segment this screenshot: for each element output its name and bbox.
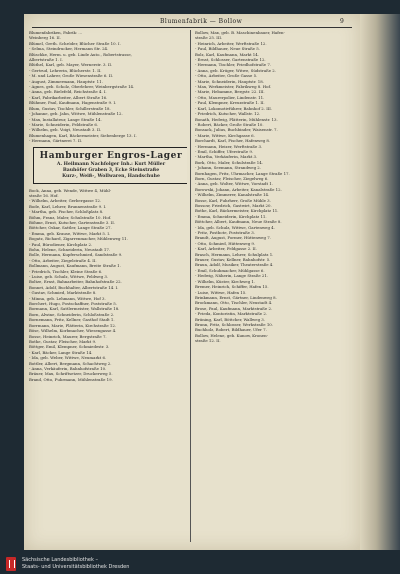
directory-entry: - Wilhelm, Küster, Kirchweg 1. [195,278,256,284]
directory-entry: Bottler, Albert, Bergmann, Schachtweg 2. [29,360,112,366]
directory-entry: Borchert, Hugo, Postschaffner, Poststraße 5. [29,301,117,307]
directory-entry: Blüthel, Karl, geb. Mayer, Wernerstr. 3. II. [29,62,113,68]
directory-entry: - Anna, geb. Wolter, Wittwe, Vorstadt 1. [195,181,273,187]
directory-entry: - Anna, Verkäuferin, Bahnhofstraße 10. [29,365,107,371]
directory-entry: - Wilhelm, Arbeiter, Gerbergasse 12. [29,198,102,204]
directory-entry: Brand, Otto, Fuhrmann, Mühlenstraße 19. [29,376,113,382]
directory-entry: Bothe, Gustav, Fleischer, Markt 9. [29,338,97,344]
directory-entry: Bonnet, Adolf, Buchhalter, Albertstraße 14. I. [29,284,119,290]
directory-entry: - Johann, Seemann, Strandweg 2. [195,165,262,171]
directory-entry: straße 16. Hof. [29,192,59,198]
directory-entry: - Wilhelm, geb. Voigt, Neustadt 3. II. [29,127,102,133]
directory-entry: - Hermann, Heizer, Werftstraße 3. [195,143,263,149]
directory-entry: - Emma, Schneiderin, Kirchplatz 11. [195,213,267,219]
directory-entry: - Gustav, Schmied, Marktstraße 8. [29,290,97,296]
directory-entry: - Emil, Schuhmacher, Mühlgasse 6. [195,267,265,273]
directory-entry: straße 12. II. [195,338,221,344]
directory-entry: - Selma, Steindrucker, Hermann Str. 24. [29,46,109,52]
column-divider [190,30,191,542]
directory-entry: Bollow, Max, geb. B. Maschinenbauer, Hafen- [195,30,285,35]
directory-entry: - Otto, Arbeiter, Große Gasse 5. [195,73,258,79]
directory-entry: - Paul, Klempner, Kreuzstraße 1. II. [195,100,265,106]
directory-entry: - Robert, Bäcker, Große Straße 10. [195,121,264,127]
directory-entry: - Luise, geb. Schulz, Wittwe, Feldweg 3. [29,274,109,280]
directory-entry: Blumenhagen, Karl, Bäckermeister, Siebenberge 13. I. [29,132,137,138]
directory-entry: - Karl, Lokomotivführer, Bahnhof 2. III. [195,105,273,111]
directory-entry: Böttcher, Albert, Kaufmann, Neue Straße 8. [195,219,282,225]
directory-entry: Böhme, Ernst, Kutscher, Gartenstraße 3. II. [29,219,115,225]
directory-entry: - Anna, geb. Krüger, Witwe, Südstraße 2. [195,67,276,73]
directory-entry: Brinkmann, Ernst, Gärtner, Lindenweg 8. [195,294,277,300]
directory-entry: Weinberg 16. II. [29,35,61,41]
directory-entry: - Anna, geb. Bielefeld, Reichstraße 4. I. [29,89,107,95]
directory-entry: Brauer, Gustav, Kellner, Bahnhofstr. 5. [195,257,271,263]
institution-line-1: Sächsische Landesbibliothek – [22,557,98,563]
directory-entry: - Friedrich, Tischler, Kleine Straße 6. [29,268,103,274]
directory-entry: - Wilhelm, Zimmerer, Kanalstraße 14. [195,192,270,198]
directory-entry: Böhm, Franz, Maler, Schulstraße 10. Hof. [29,214,112,220]
directory-entry: - Otto, Maurerpolier, Lindenstr. 11. [195,94,265,100]
directory-entry: Borowski, Johann, Arbeiter, Kanalstraße 12. [195,186,282,192]
directory-entry: - Paul, Bürodiener, Kirchplatz 2. [29,241,93,247]
directory-entry: Borrmann, Marie, Plätterin, Kirchstraße 12. [29,322,117,328]
directory-entry: Bock, Anna, geb. Wende, Wittwe 4, Mühl- [29,187,112,193]
directory-entry: Bothe, Karl, Bäckermeister, Kirchplatz 11. [195,208,279,214]
directory-entry: - Frieda, Kontoristin, Marktstraße 2. [195,311,268,317]
ad-line2: Bauhöfer Graben 3, Ecke Steinstraße [62,167,160,173]
directory-entry: - Fritz, Postbote, Poststraße 3. [195,230,255,236]
directory-entry: - Hermann, Gärtnerei 7. II. [29,138,83,144]
header-rule [32,27,352,28]
directory-entry: Bogatz, Richard, Zigarrenmacher, Mühlenweg 11. [29,236,128,242]
directory-entry: Brandt, August, Former, Hüttenweg 7. [195,235,271,241]
directory-entry: - Hedwig, Näherin, Lange Straße 21. [195,273,269,279]
ad-line1: A. Heilmann Nachfolger Inh.: Kurt Müller [56,161,166,167]
directory-entry: Bremer, Heinrich, Schiffer, Hafen 15. [195,284,269,290]
directory-entry: - Karl, Bäcker, Lange Straße 14. [29,349,93,355]
directory-entry: - Martha, Verkäuferin, Markt 3. [195,154,258,160]
running-title: Blumenfabrik — Bollow [160,18,243,25]
directory-entry: Born, Gustav, Fleischer, Ziegelweg 6. [195,175,269,181]
directory-entry: - Marie, Wittwe, Kirchgasse 6. [195,132,255,138]
directory-entry: - Karl, Arbeiter, Feldgasse 2. II. [195,246,257,252]
directory-entry: Bornemann, Fritz, Kellner, Gasthof Stadt 1. [29,317,115,323]
ad-title: Hamburger Engros-Lager [39,150,183,161]
directory-page [24,14,360,550]
directory-entry: - Ida, geb. Schulz, Wittwe, Gartenweg 4. [195,224,275,230]
directory-entry: Bode, Karl, Lehrer, Brunnenstraße 9. I. [29,203,107,209]
directory-entry: - Marie, Schneiderin, Hauptstr. 18. [195,78,264,84]
directory-entry: - August, Zimmermann, Hauptstr. 11. [29,78,103,84]
directory-entry: Blühmer, Paul, Kaufmann, Hagenstraße 9. I. [29,100,117,106]
directory-entry: - Ida, geb. Weber, Wittwe, Neumarkt 6. [29,355,107,361]
directory-entry: - Friedrich, Kutscher, Wallstr. 12. [195,111,261,117]
directory-entry: Bollow, Helene, geb. Kunow, Kronen- [195,332,268,338]
directory-entry: - Emil, Schiffer, Uferstraße 9. [195,148,254,154]
directory-entry: Bormann, Karl, Sattlermeister, Wallstraße 18. [29,306,120,312]
ad-line3: Kurz-, Weiß-, Wollwaren, Handschuhe [62,173,160,179]
directory-entry: - Max, Werkmeister, Fabrikweg 8. Hof. [195,84,272,90]
directory-entry: - Max, Installateur, Lange Straße 14. [29,116,102,122]
library-footer [0,554,400,574]
directory-entry: - Hermann, Tischler, Friedhofstraße 7. [195,62,272,68]
directory-entry: Böttger, Emil, Klempner, Schmiedestr. 3. [29,344,110,350]
directory-entry: - Martha, geb. Fischer, Schloßplatz 8. [29,209,104,215]
right-column [195,30,353,542]
directory-entry: - Otto, Arbeiter, Ziegelstraße 4. II. [29,257,97,263]
directory-entry: - Luise, Wittwe, Hafen 15. [195,289,247,295]
directory-entry: Blum, Gustav, Tischler, Schillerstraße 18. [29,105,111,111]
advertisement-box [33,147,187,184]
directory-entry: - Agnes, geb. Scholz, Oberlehrer, Weinbergstraße 14. [29,84,135,90]
directory-entry: Bonath, Hedwig, Plätterin, Mühlenstr. 13. [195,116,278,122]
page-number: 9 [340,18,344,25]
directory-entry: Bosse, Karl, Fuhrherr, Große Mühle 3. [195,197,271,203]
directory-entry: Brose, Paul, Kaufmann, Marktstraße 2. [195,305,273,311]
library-logo-icon [6,557,16,571]
directory-entry: straße 25. III. [195,35,223,41]
directory-entry: Bolle, Hermann, Kupferschmied, Sandstraße 9. [29,252,123,258]
directory-entry: Brasch, Hermann, Lehrer, Schulplatz 1. [195,251,274,257]
left-column [29,30,187,542]
directory-entry: Blüschke, Herm. u. geb. Linde Auto., Robertstrasse, [29,51,132,57]
directory-entry: Borchardt, Karl, Fischer, Hafenweg 8. [195,138,271,144]
directory-entry: - Minna, geb. Lehmann, Wittwe, Hof 3. [29,295,106,301]
directory-entry: Albertstraße 1. I. [29,57,63,63]
directory-entry: - Emma, geb. Krause, Wittwe, Markt 5. I. [29,230,111,236]
directory-entry: Brüning, Karl, Böttcher, Wallweg 3. [195,316,266,322]
directory-entry: Braun, Adolf, Musiker, Theaterstraße 4. [195,262,274,268]
directory-entry: - Otto, Schmied, Hüttenweg 9. [195,240,256,246]
directory-entry: Buchholz, Robert, Bildhauer, Ufer 7. [195,327,267,333]
directory-entry: Born, Alwine, Schneiderin, Schloßstraße 2. [29,311,115,317]
institution-line-2: Staats- und Universitätsbibliothek Dresden [22,564,130,570]
directory-entry: - Paul, Bildhauer, Neue Straße 5. [195,46,260,52]
directory-entry: - Marie, Schneiderin, Feldstraße 6. [29,121,99,127]
directory-entry: - Heinrich, Arbeiter, Werftstraße 12. [195,40,267,46]
directory-entry: Bräuer, Max, Schriftsetzer, Druckerweg 5. [29,371,113,377]
page-header [24,14,360,28]
directory-entry: Bollmann, August, Kaufmann, Breite Straße 1. [29,263,121,269]
directory-entry: Böse, Wilhelm, Korbmacher, Wiesengasse 4. [29,328,117,334]
directory-entry: Blumenfabriken, Fabrik: ... [29,30,83,35]
directory-entry: Blümel, Greth. Schröder, Blücher Straße 10. I. [29,40,121,46]
directory-entry: Bolz, Karl, Kaufmann, Markt 14. [195,51,259,57]
directory-entry: Bosse, Heinrich, Maurer, Bergstraße 7. [29,333,107,339]
directory-entry: Brockmann, Otto, Tischler, Neustadt 4. [195,300,273,306]
directory-entry: Böttcher, Oskar, Sattler, Lange Straße 27. [29,225,112,231]
directory-entry: Boltze, Ernst, Bahnarbeiter, Bahnhofstraße 22. [29,279,122,285]
book-binding [360,14,400,550]
directory-entry: Bossow, Friedrich, Gastwirt, Markt 20. [195,203,272,208]
directory-entry: - Karl, Fabrikarbeiter, Albert Straße 16. [29,94,108,100]
directory-entry: Bork, Otto, Maler, Schulstraße 14. [195,159,263,165]
directory-entry: - M. und Lahrer, Große Wiesenstraße 6. II. [29,73,114,79]
directory-entry: Bornhagen, Fritz, Uhrmacher, Lange Straße 17. [195,170,290,176]
directory-entry: Bohn, Helene, Schneiderin, Neustadt 17. [29,247,111,252]
directory-entry: - Ernst, Schlosser, Gartenstraße 12. [195,57,266,63]
directory-entry: - Johanne, geb. Jahn, Wittwe, Mühlenstraße 12. [29,111,123,117]
directory-entry: Bonsack, Julius, Buchbinder, Waisenstr. 7. [195,127,278,133]
directory-entry: - Marie, Hebamme, Bergstr. 22. III. [195,89,265,95]
directory-entry: - Gertrud, Lehrerin, Blücherstr. 1. II. [29,67,102,73]
directory-entry: Brunn, Fritz, Schlosser, Werkstraße 10. [195,321,274,327]
